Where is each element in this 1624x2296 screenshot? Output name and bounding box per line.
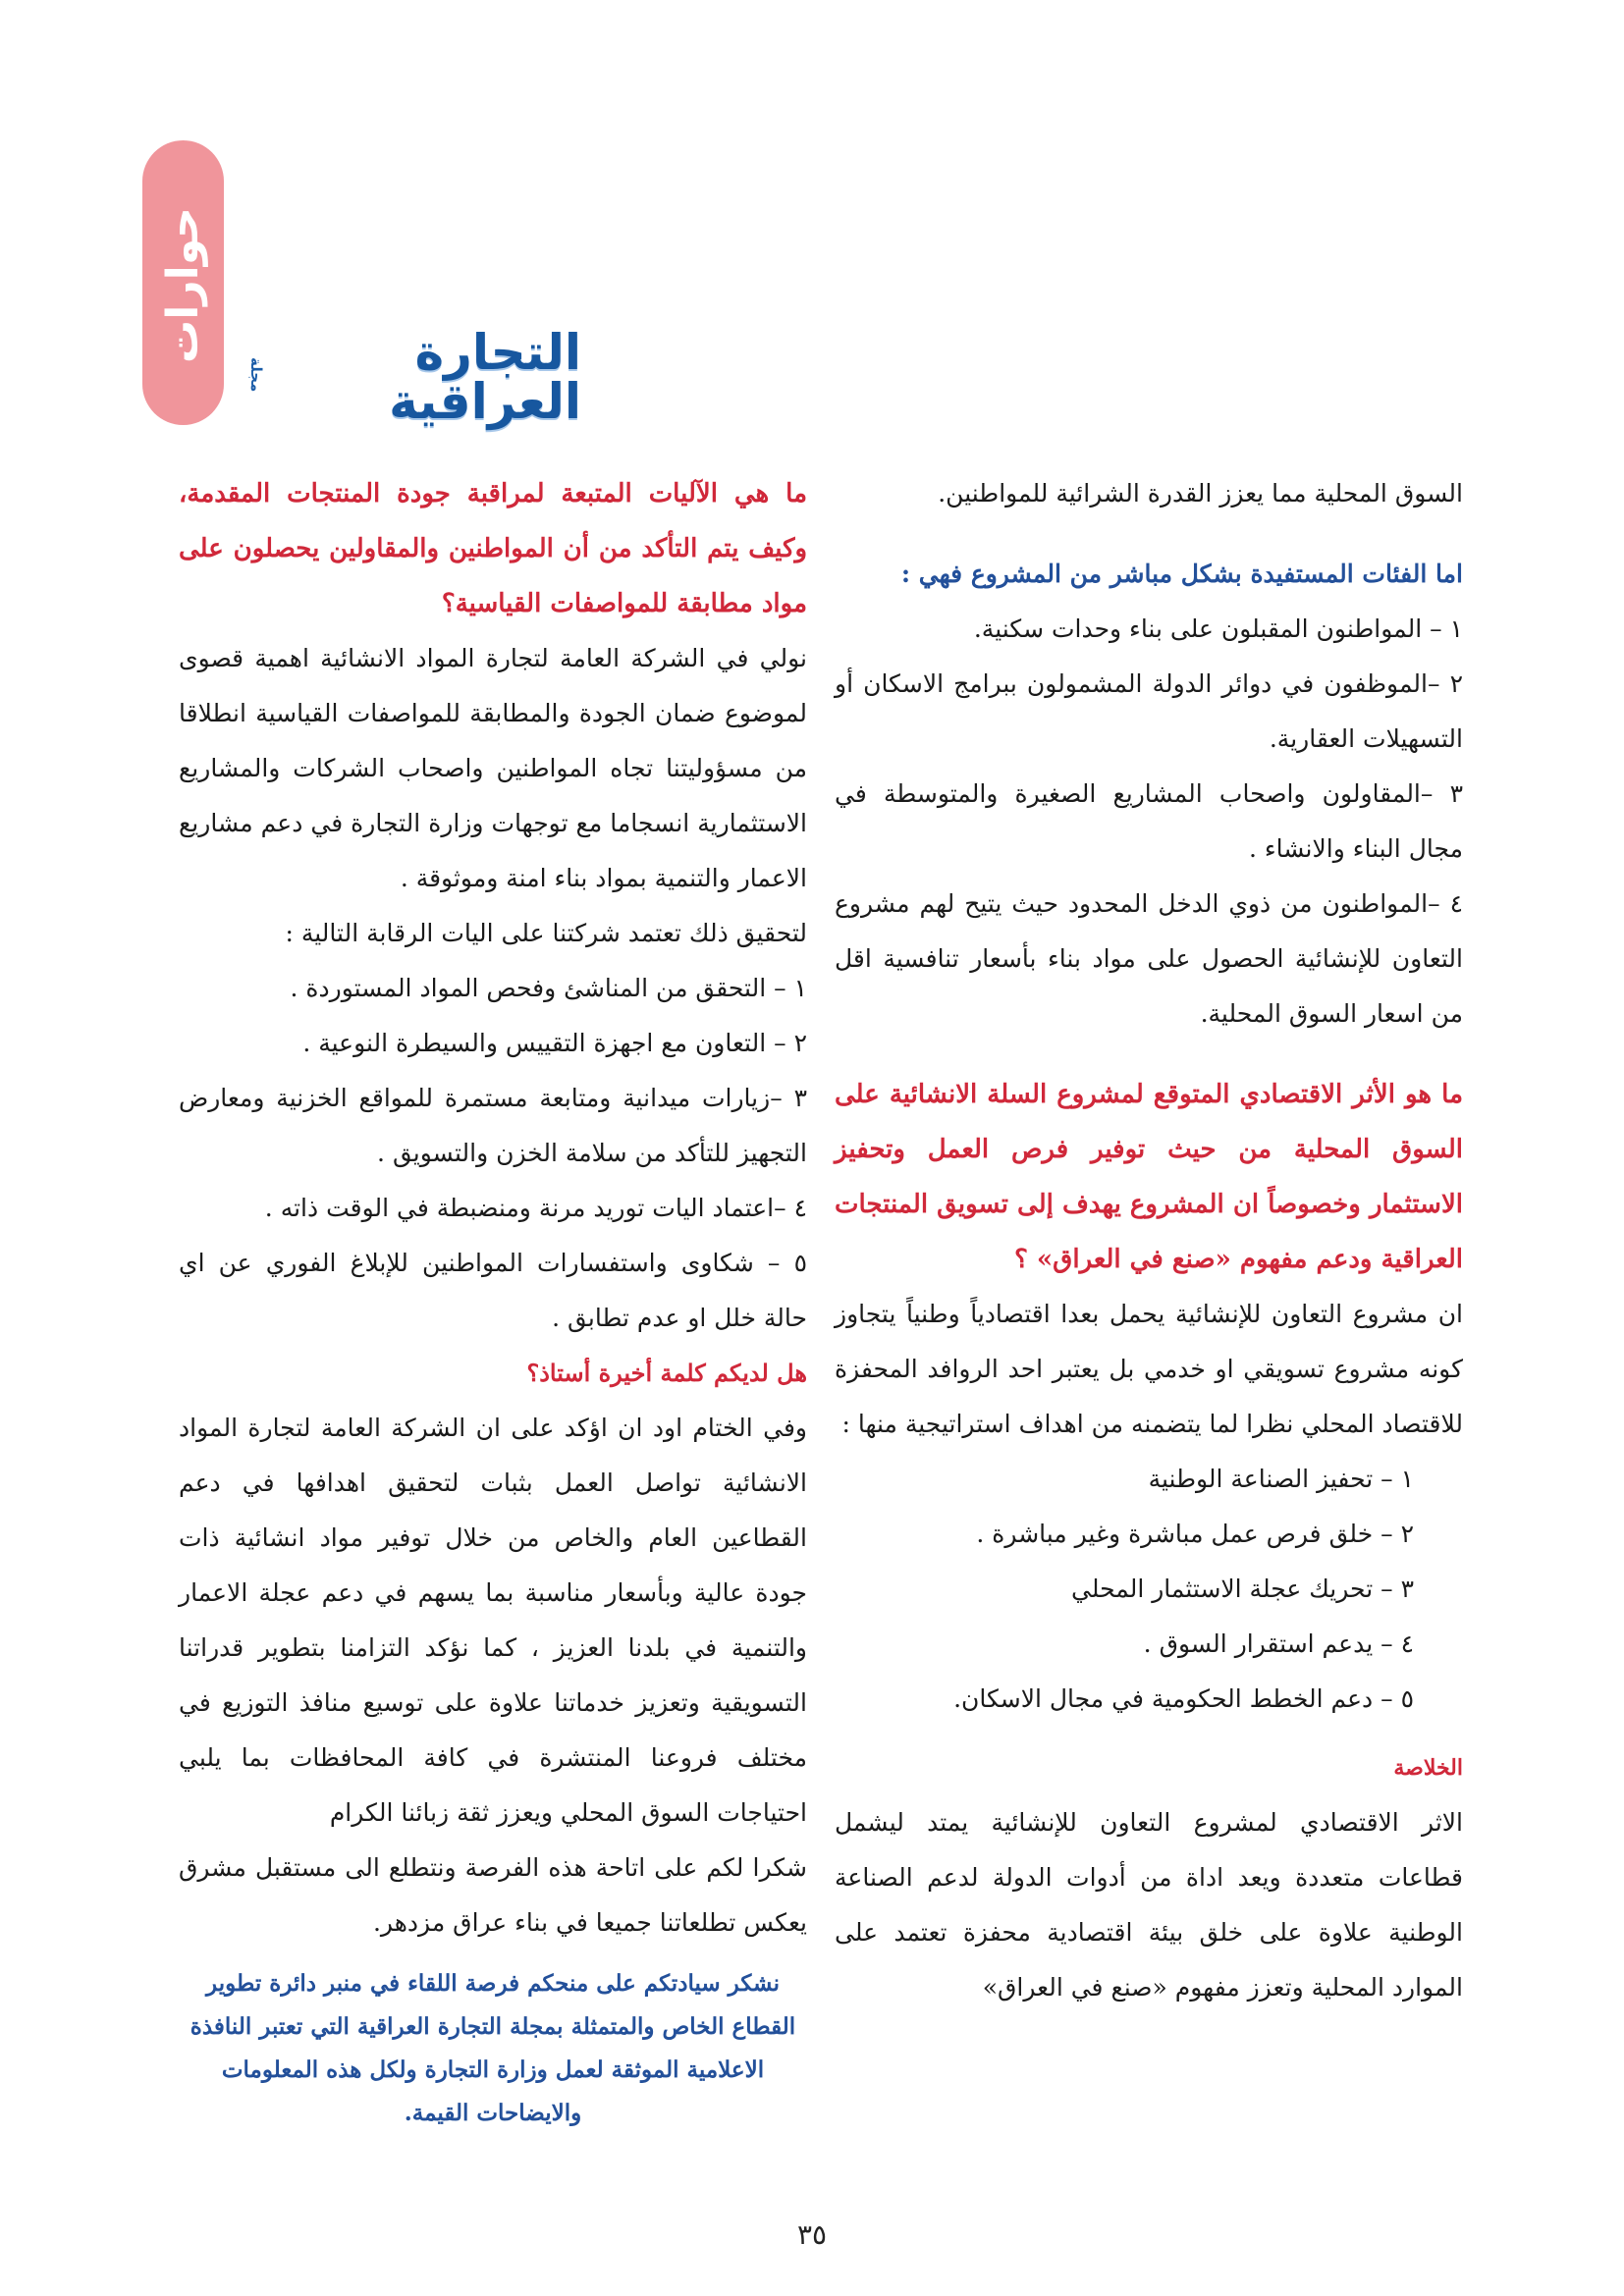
goals-list [835,1452,1463,1727]
goal-item: ٥ – دعم الخطط الحكومية في مجال الاسكان. [953,1684,1414,1713]
thanks-note: نشكر سيادتكم على منحكم فرصة اللقاء في منبر دائرة تطوير القطاع الخاص والمتمثلة بمجلة التجارة العراقية التي تعتبر النافذة الاعلامية الموثقة لعمل وزارة التجارة ولكل هذه المعلومات والايضاحات القيمة. [189,1970,796,2126]
closing-text: شكرا لكم على اتاحة هذه الفرصة ونتطلع الى مستقبل مشرق يعكس تطلعاتنا جميعا في بناء عراق مزدهر. [179,1853,807,1937]
answer-economic-impact: ان مشروع التعاون للإنشائية يحمل بعدا اقتصادياً وطنياً يتجاوز كونه مشروع تسويقي او خدمي بل يعتبر احد الروافد المحفزة للاقتصاد المحلي نظرا لما يتضمنه من اهداف استراتيجية منها : [835,1300,1463,1438]
masthead-subtitle: مجلة [247,357,265,393]
control-item: ٣ –زيارات ميدانية ومتابعة مستمرة للمواقع الخزنية ومعارض التجهيز للتأكد من سلامة الخزن والتسويق . [179,1084,807,1167]
intro-text: السوق المحلية مما يعزز القدرة الشرائية للمواطنين. [938,479,1463,507]
page-number: ٣٥ [796,2218,828,2251]
goal-item: ٤ – يدعم استقرار السوق . [1143,1629,1414,1658]
goal-item: ٣ – تحريك عجلة الاستثمار المحلي [1071,1575,1414,1603]
summary-heading: الخلاصة [1393,1755,1463,1781]
section-tab-label-wrap [147,196,220,373]
masthead-title: التجارة العراقية [389,324,581,430]
control-item: ٢ – التعاون مع اجهزة التقييس والسيطرة النوعية . [302,1029,807,1057]
controls-intro: لتحقيق ذلك تعتمد شركتنا على اليات الرقابة التالية : [285,919,807,947]
beneficiary-item: ٤ –المواطنون من ذوي الدخل المحدود حيث يتيح لهم مشروع التعاون للإنشائية الحصول على مواد بناء بأسعار تنافسية اقل من اسعار السوق المحلية. [835,889,1463,1028]
right-column [835,466,1463,2015]
question-economic-impact: ما هو الأثر الاقتصادي المتوقع لمشروع السلة الانشائية على السوق المحلية من حيث توفير فرص العمل وتحفيز الاستثمار وخصوصاً ان المشروع يهدف إلى تسويق المنتجات العراقية ودعم مفهوم «صنع في العراق» ؟ [835,1080,1463,1274]
goal-item: ٢ – خلق فرص عمل مباشرة وغير مباشرة . [976,1520,1414,1548]
section-tab-label: حوارات [158,206,209,363]
beneficiaries-heading: اما الفئات المستفيدة بشكل مباشر من المشروع فهي : [900,560,1463,588]
control-item: ٤ –اعتماد اليات توريد مرنة ومنضبطة في الوقت ذاته . [264,1194,807,1222]
masthead-logo [247,324,581,430]
answer-quality-control: نولي في الشركة العامة لتجارة المواد الانشائية اهمية قصوى لموضوع ضمان الجودة والمطابقة للمواصفات القياسية انطلاقا من مسؤوليتنا تجاه المواطنين واصحاب الشركات والمشاريع الاستثمارية انسجاما مع توجهات وزارة التجارة في دعم مشاريع الاعمار والتنمية بمواد بناء امنة وموثوقة . [179,644,807,892]
beneficiary-item: ٣ –المقاولون واصحاب المشاريع الصغيرة والمتوسطة في مجال البناء والانشاء . [835,779,1463,863]
summary-text: الاثر الاقتصادي لمشروع التعاون للإنشائية يمتد ليشمل قطاعات متعددة ويعد اداة من أدوات الدولة لدعم الصناعة الوطنية علاوة على خلق بيئة اقتصادية محفزة تعتمد على الموارد المحلية وتعزز مفهوم «صنع في العراق» [835,1808,1463,2002]
control-item: ١ – التحقق من المناشئ وفحص المواد المستوردة . [290,974,807,1002]
beneficiary-item: ١ – المواطنون المقبلون على بناء وحدات سكنية. [973,614,1463,643]
goal-item: ١ – تحفيز الصناعة الوطنية [1148,1465,1414,1493]
left-column [179,466,807,2135]
beneficiary-item: ٢ –الموظفون في دوائر الدولة المشمولون ببرامج الاسكان أو التسهيلات العقارية. [835,669,1463,753]
control-item: ٥ – شكاوى واستفسارات المواطنين للإبلاغ الفوري عن اي حالة خلل او عدم تطابق . [179,1249,807,1332]
question-quality-control: ما هي الآليات المتبعة لمراقبة جودة المنتجات المقدمة، وكيف يتم التأكد من أن المواطنين والمقاولين يحصلون على مواد مطابقة للمواصفات القياسية؟ [179,479,807,618]
question-final-word: هل لديكم كلمة أخيرة أستاذ؟ [526,1359,807,1387]
answer-final-word: وفي الختام اود ان اؤكد على ان الشركة العامة لتجارة المواد الانشائية تواصل العمل بثبات لتحقيق اهدافها في دعم القطاعين العام والخاص من خلال توفير مواد انشائية ذات جودة عالية وبأسعار مناسبة بما يسهم في دعم عجلة الاعمار والتنمية في بلدنا العزيز ، كما نؤكد التزامنا بتطوير قدراتنا التسويقية وتعزيز خدماتنا علاوة على توسيع منافذ التوزيع في مختلف فروعنا المنتشرة في كافة المحافظات بما يلبي احتياجات السوق المحلي ويعزز ثقة زبائنا الكرام [179,1414,807,1827]
